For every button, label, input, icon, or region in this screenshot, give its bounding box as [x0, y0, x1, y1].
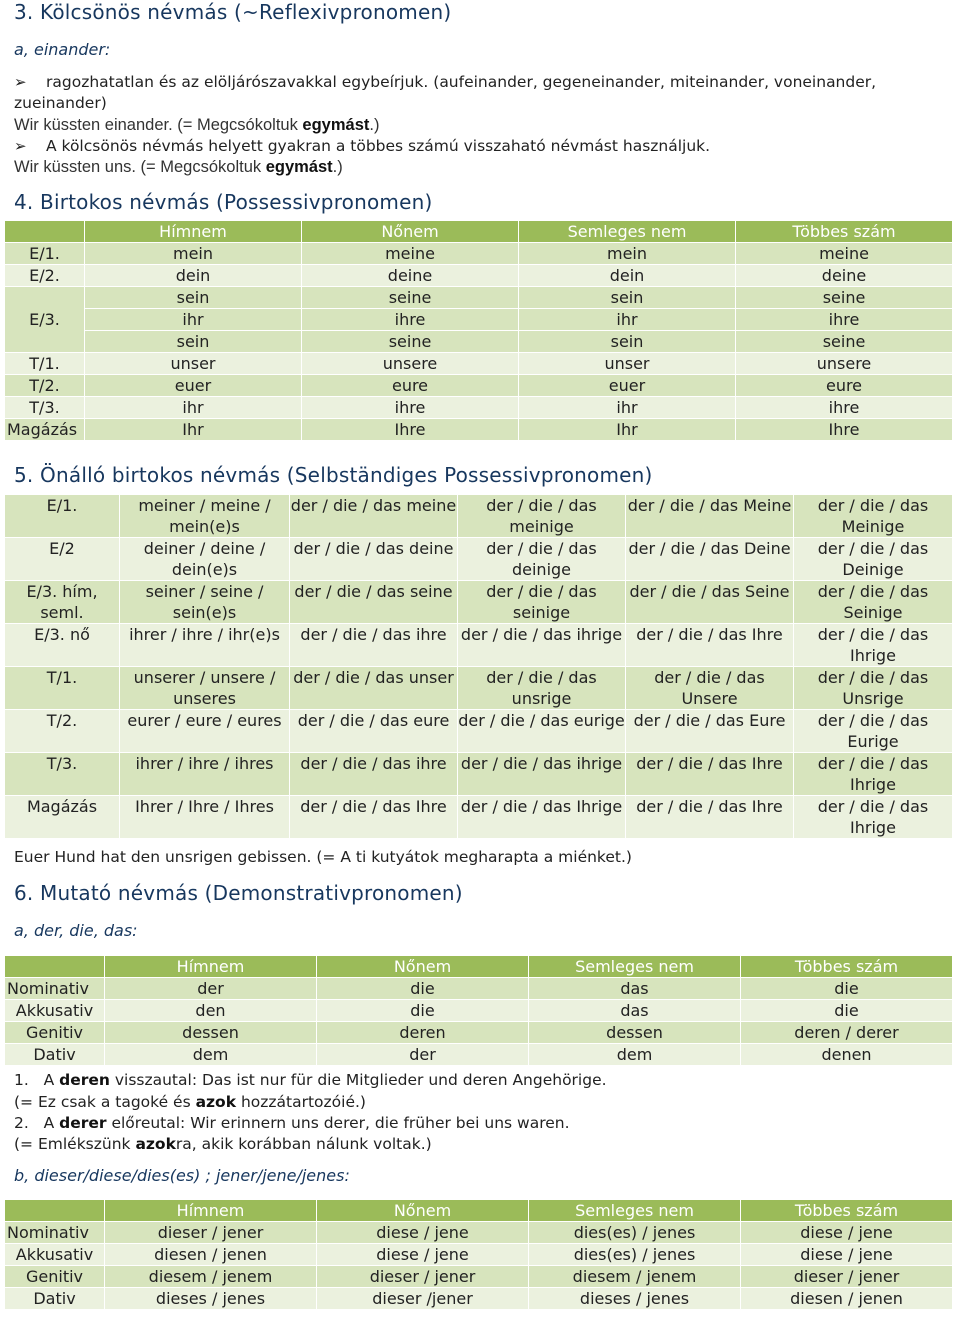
table-cell: diesem / jenem — [105, 1266, 317, 1288]
table-cell: unsere — [302, 353, 519, 375]
table-cell: der / die / das deine — [290, 538, 458, 581]
example-2-text: Wir küssten uns. (= Megcsókoltuk — [14, 158, 266, 176]
row-label: Nominativ — [5, 1222, 105, 1244]
table-cell: der / die / das seinige — [458, 581, 626, 624]
table-row — [5, 243, 953, 265]
table-cell: euer — [519, 375, 736, 397]
table-cell: dieser / jener — [741, 1266, 953, 1288]
table-cell: sein — [519, 287, 736, 309]
section-5-title: 5. Önálló birtokos névmás (Selbständiges Possessivpronomen) — [14, 463, 653, 487]
table-row — [5, 1288, 953, 1310]
section-4-title: 4. Birtokos névmás (Possessivpronomen) — [14, 190, 433, 214]
table-cell: den — [105, 1000, 317, 1022]
table-cell: die — [741, 978, 953, 1000]
table-cell: Ihre — [736, 419, 953, 441]
table-cell: der / die / das unser — [290, 667, 458, 710]
table-row — [5, 1222, 953, 1244]
note-1 — [14, 1071, 607, 1089]
row-label: T/2. — [5, 375, 85, 397]
table-row — [5, 1022, 953, 1044]
table-cell: dem — [105, 1044, 317, 1066]
table-row — [5, 287, 953, 309]
note-2-rest: előreutal: Wir erinnern uns derer, die früher bei uns waren. — [106, 1114, 570, 1132]
table-cell: Ihr — [519, 419, 736, 441]
table-cell: dessen — [105, 1022, 317, 1044]
table-cell: der / die / das Eurige — [794, 710, 953, 753]
row-label: T/2. — [5, 710, 120, 753]
arrowhead-bullet-icon: ➢ — [14, 137, 27, 155]
table-row — [5, 538, 953, 581]
table-cell: euer — [85, 375, 302, 397]
header-neuter: Semleges nem — [529, 1200, 741, 1222]
table-cell: mein — [85, 243, 302, 265]
table-cell: der / die / das Seine — [626, 581, 794, 624]
row-label: Dativ — [5, 1288, 105, 1310]
table-cell: der / die / das eurige — [458, 710, 626, 753]
table-cell: dieser /jener — [317, 1288, 529, 1310]
row-label: E/1. — [5, 495, 120, 538]
row-label: E/1. — [5, 243, 85, 265]
table-cell: diese / jene — [317, 1222, 529, 1244]
example-1-bold: egymást — [302, 116, 370, 134]
table-cell: ihr — [85, 309, 302, 331]
section-6-subheading-b: b, dieser/diese/dies(es) ; jener/jene/jenes: — [14, 1166, 350, 1185]
table-cell: ihr — [519, 397, 736, 419]
table-cell: der / die / das Ihre — [626, 753, 794, 796]
bullet-text-2: A kölcsönös névmás helyett gyakran a többes számú visszaható névmást használjuk. — [46, 137, 711, 155]
table-cell: ihre — [302, 397, 519, 419]
note-2-number: 2. — [14, 1114, 29, 1132]
table-cell: meiner / meine / mein(e)s — [120, 495, 290, 538]
table-row — [5, 1244, 953, 1266]
table-cell: seine — [302, 287, 519, 309]
table-row — [5, 495, 953, 538]
example-1 — [14, 116, 379, 135]
example-1-end: .) — [369, 116, 380, 134]
table-cell: dein — [85, 265, 302, 287]
table-cell: sein — [85, 331, 302, 353]
note-1-translation — [14, 1093, 366, 1111]
row-label: E/3. hím, seml. — [5, 581, 120, 624]
row-label: T/1. — [5, 353, 85, 375]
table-cell: deine — [302, 265, 519, 287]
table-cell: deren — [317, 1022, 529, 1044]
section-5-example: Euer Hund hat den unsrigen gebissen. (= A ti kutyátok megharapta a miénket.) — [14, 848, 632, 866]
table-cell: der / die / das Unsrige — [794, 667, 953, 710]
note-1b-rest: hozzátartozóié.) — [236, 1093, 366, 1111]
table-cell: der — [105, 978, 317, 1000]
table-cell: diese / jene — [741, 1244, 953, 1266]
table-row — [5, 419, 953, 441]
table-cell: mein — [519, 243, 736, 265]
row-label: T/3. — [5, 397, 85, 419]
table-row — [5, 581, 953, 624]
row-label: E/2 — [5, 538, 120, 581]
header-plural: Többes szám — [736, 221, 953, 243]
independent-possessive-table — [4, 494, 953, 839]
table-cell: der — [317, 1044, 529, 1066]
table-cell: der / die / das Deinige — [794, 538, 953, 581]
note-1b-text: (= Ez csak a tagoké és — [14, 1093, 196, 1111]
table-cell: meine — [302, 243, 519, 265]
row-label: Dativ — [5, 1044, 105, 1066]
table-row — [5, 397, 953, 419]
table-row — [5, 331, 953, 353]
table-cell: der / die / das Ihrige — [794, 624, 953, 667]
header-blank-cell — [5, 221, 85, 243]
section-6-title: 6. Mutató névmás (Demonstrativpronomen) — [14, 881, 463, 905]
row-label: E/3. nő — [5, 624, 120, 667]
table-cell: Ihre — [302, 419, 519, 441]
table-cell: der / die / das Eure — [626, 710, 794, 753]
table-cell: ihre — [302, 309, 519, 331]
table-cell: ihrer / ihre / ihr(e)s — [120, 624, 290, 667]
table-cell: ihre — [736, 397, 953, 419]
table-cell: diesem / jenem — [529, 1266, 741, 1288]
table-cell: dessen — [529, 1022, 741, 1044]
table-cell: die — [317, 1000, 529, 1022]
table-cell: seine — [736, 287, 953, 309]
table-cell: der / die / das Meine — [626, 495, 794, 538]
table-cell: die — [741, 1000, 953, 1022]
table-cell: der / die / das meinige — [458, 495, 626, 538]
table-cell: der / die / das Meinige — [794, 495, 953, 538]
table-cell: der / die / das Ihrige — [794, 796, 953, 839]
demonstrative-table-b — [4, 1199, 953, 1310]
table-row — [5, 1000, 953, 1022]
table-cell: der / die / das Ihre — [626, 624, 794, 667]
table-cell: der / die / das Ihrige — [794, 753, 953, 796]
table-cell: der / die / das Seinige — [794, 581, 953, 624]
table-row — [5, 265, 953, 287]
example-2 — [14, 158, 343, 177]
table-cell: unser — [85, 353, 302, 375]
table-cell: der / die / das Ihrige — [458, 796, 626, 839]
table-cell: eure — [302, 375, 519, 397]
note-2-bold: derer — [59, 1114, 107, 1132]
table-row — [5, 796, 953, 839]
table-cell: deiner / deine / dein(e)s — [120, 538, 290, 581]
row-label: T/1. — [5, 667, 120, 710]
table-cell: der / die / das ihrige — [458, 624, 626, 667]
table-row — [5, 1266, 953, 1288]
row-label: Akkusativ — [5, 1244, 105, 1266]
table-cell: der / die / das Ihre — [290, 796, 458, 839]
note-1-bold: deren — [59, 1071, 110, 1089]
note-2b-bold: azok — [135, 1135, 176, 1153]
table-cell: sein — [519, 331, 736, 353]
bullet-text-1: ragozhatatlan és az elöljárószavakkal egybeírjuk. (aufeinander, gegeneinander, miteinander, voneinander, — [46, 73, 877, 91]
table-cell: der / die / das ihre — [290, 624, 458, 667]
table-cell: dieser / jener — [105, 1222, 317, 1244]
table-cell: der / die / das ihre — [290, 753, 458, 796]
note-2-translation — [14, 1135, 432, 1153]
bullet-text-1-cont: zueinander) — [14, 94, 107, 112]
row-label: Nominativ — [5, 978, 105, 1000]
table-cell: diese / jene — [741, 1222, 953, 1244]
table-cell: der / die / das unsrige — [458, 667, 626, 710]
table-cell: dies(es) / jenes — [529, 1222, 741, 1244]
table-row — [5, 353, 953, 375]
table-cell: der / die / das Ihre — [626, 796, 794, 839]
table-row — [5, 753, 953, 796]
table-cell: dieser / jener — [317, 1266, 529, 1288]
table-cell: der / die / das Unsere — [626, 667, 794, 710]
table-cell: diesen / jenen — [741, 1288, 953, 1310]
header-masculine: Hímnem — [105, 1200, 317, 1222]
table-cell: ihr — [85, 397, 302, 419]
table-cell: dieses / jenes — [529, 1288, 741, 1310]
table-row — [5, 710, 953, 753]
table-cell: seine — [302, 331, 519, 353]
note-1-number: 1. — [14, 1071, 29, 1089]
section-3-title: 3. Kölcsönös névmás (~Reflexivpronomen) — [14, 0, 452, 24]
note-2b-rest: ra, akik korábban nálunk voltak.) — [175, 1135, 432, 1153]
table-cell: denen — [741, 1044, 953, 1066]
note-2-text: A — [43, 1114, 60, 1132]
demonstrative-table-a — [4, 955, 953, 1066]
table-row — [5, 309, 953, 331]
table-row — [5, 375, 953, 397]
table-cell: der / die / das seine — [290, 581, 458, 624]
table-cell: sein — [85, 287, 302, 309]
note-2 — [14, 1114, 570, 1132]
row-label: Genitiv — [5, 1266, 105, 1288]
header-blank-cell — [5, 956, 105, 978]
table-cell: seiner / seine / sein(e)s — [120, 581, 290, 624]
table-cell: unser — [519, 353, 736, 375]
row-label: Akkusativ — [5, 1000, 105, 1022]
table-cell: deren / derer — [741, 1022, 953, 1044]
row-label: T/3. — [5, 753, 120, 796]
table-cell: der / die / das meine — [290, 495, 458, 538]
table-cell: Ihr — [85, 419, 302, 441]
table-row — [5, 978, 953, 1000]
table-cell: meine — [736, 243, 953, 265]
table-cell: der / die / das Deine — [626, 538, 794, 581]
table-cell: unsere — [736, 353, 953, 375]
table-cell: ihre — [736, 309, 953, 331]
header-masculine: Hímnem — [85, 221, 302, 243]
note-1-text: A — [43, 1071, 60, 1089]
table-cell: ihr — [519, 309, 736, 331]
section-3-subheading-a: a, einander: — [14, 40, 111, 59]
header-plural: Többes szám — [741, 1200, 953, 1222]
note-1-rest: visszautal: Das ist nur für die Mitglieder und deren Angehörige. — [109, 1071, 607, 1089]
row-label: Magázás — [5, 796, 120, 839]
note-2b-text: (= Emlékszünk — [14, 1135, 136, 1153]
section-6-subheading-a: a, der, die, das: — [14, 921, 138, 940]
row-label: Magázás — [5, 419, 85, 441]
table-cell: dem — [529, 1044, 741, 1066]
table-cell: das — [529, 978, 741, 1000]
table-row — [5, 624, 953, 667]
note-1b-bold: azok — [195, 1093, 237, 1111]
header-plural: Többes szám — [741, 956, 953, 978]
table-cell: das — [529, 1000, 741, 1022]
header-feminine: Nőnem — [317, 956, 529, 978]
table-cell: unserer / unsere / unseres — [120, 667, 290, 710]
table-cell: seine — [736, 331, 953, 353]
header-feminine: Nőnem — [317, 1200, 529, 1222]
possessive-table — [4, 220, 953, 441]
row-label: Genitiv — [5, 1022, 105, 1044]
table-cell: die — [317, 978, 529, 1000]
example-2-bold: egymást — [265, 158, 333, 176]
table-cell: dein — [519, 265, 736, 287]
table-row — [5, 1044, 953, 1066]
header-blank-cell — [5, 1200, 105, 1222]
table-cell: ihrer / ihre / ihres — [120, 753, 290, 796]
header-feminine: Nőnem — [302, 221, 519, 243]
table-cell: diese / jene — [317, 1244, 529, 1266]
table-cell: dieses / jenes — [105, 1288, 317, 1310]
table-cell: der / die / das ihrige — [458, 753, 626, 796]
table-cell: Ihrer / Ihre / Ihres — [120, 796, 290, 839]
header-masculine: Hímnem — [105, 956, 317, 978]
table-cell: dies(es) / jenes — [529, 1244, 741, 1266]
example-1-text: Wir küssten einander. (= Megcsókoltuk — [14, 116, 303, 134]
header-neuter: Semleges nem — [529, 956, 741, 978]
table-cell: deine — [736, 265, 953, 287]
example-2-end: .) — [332, 158, 343, 176]
table-cell: eure — [736, 375, 953, 397]
header-neuter: Semleges nem — [519, 221, 736, 243]
row-label: E/2. — [5, 265, 85, 287]
table-cell: eurer / eure / eures — [120, 710, 290, 753]
table-cell: der / die / das eure — [290, 710, 458, 753]
table-row — [5, 667, 953, 710]
row-label-e3: E/3. — [5, 287, 85, 353]
table-cell: der / die / das deinige — [458, 538, 626, 581]
table-cell: diesen / jenen — [105, 1244, 317, 1266]
arrowhead-bullet-icon: ➢ — [14, 73, 27, 91]
